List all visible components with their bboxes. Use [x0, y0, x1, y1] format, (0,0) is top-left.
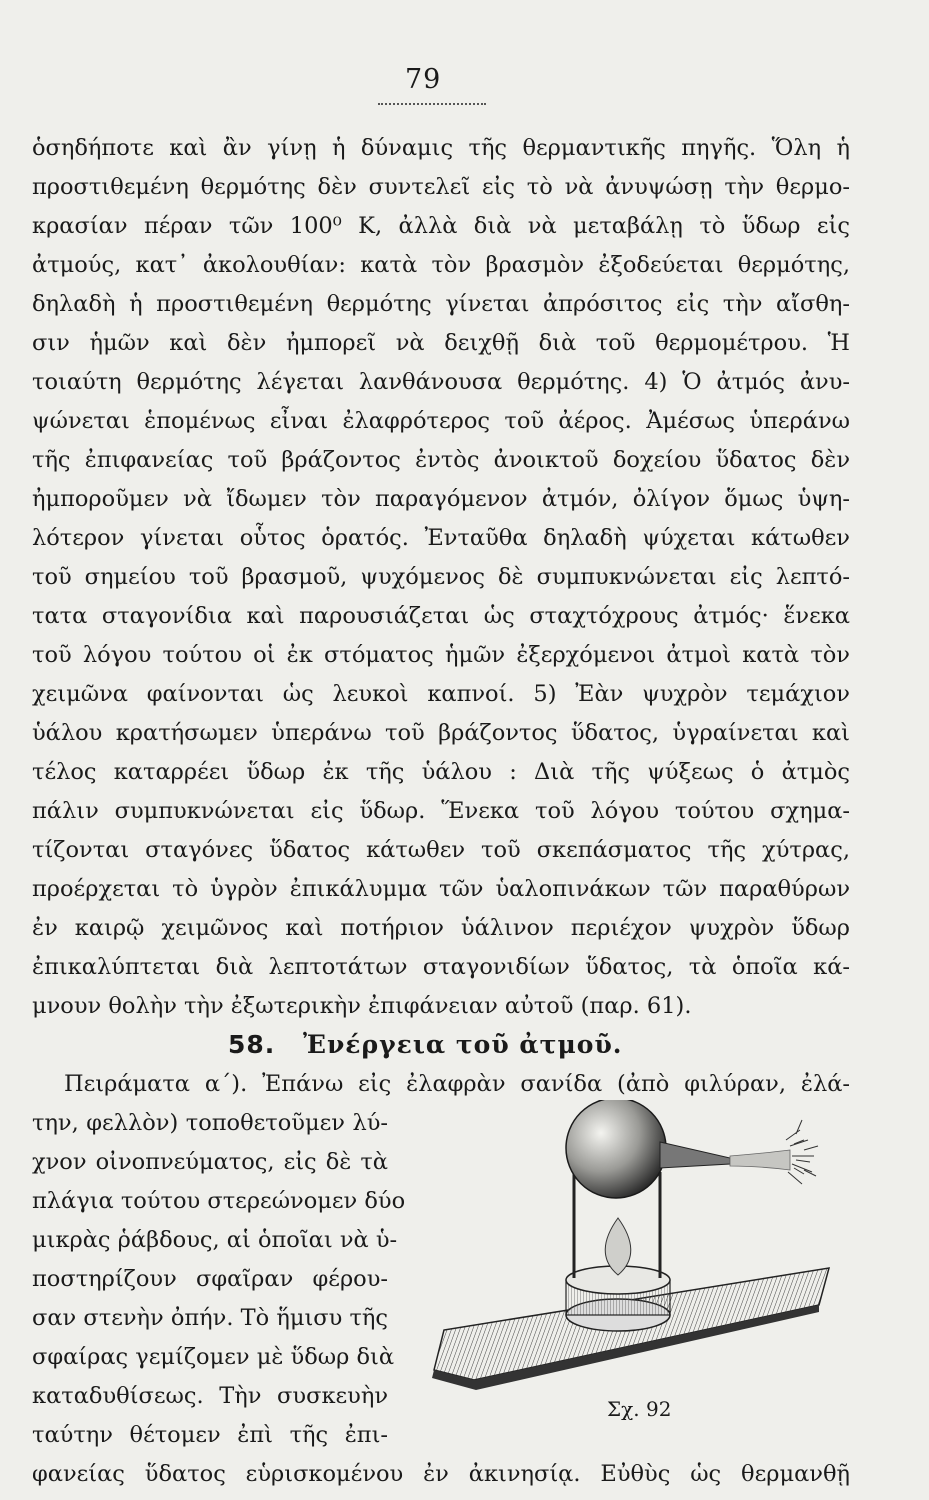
nozzle	[660, 1142, 730, 1168]
header-rule	[378, 103, 486, 105]
text-line: τῆς ἐπιφανείας τοῦ βράζοντος ἐντὸς ἀνοικτοῦ δοχείου ὕδατος δὲν	[32, 447, 850, 473]
text-line: τίζονται σταγόνες ὕδατος κάτωθεν τοῦ σκεπάσματος τῆς χύτρας,	[32, 837, 850, 863]
text-line: σιν ἡμῶν καὶ δὲν ἠμπορεῖ νὰ δειχθῇ διὰ τοῦ θερμομέτρου. Ἡ	[32, 330, 850, 356]
text-line: λότερον γίνεται οὗτος ὁρατός. Ἐνταῦθα δηλαδὴ ψύχεται κάτωθεν	[32, 525, 850, 551]
text-line: προέρχεται τὸ ὑγρὸν ἐπικάλυμμα τῶν ὑαλοπινάκων τῶν παραθύρων	[32, 876, 850, 902]
text-line: καταδυθίσεως. Τὴν συσκευὴν	[32, 1383, 388, 1409]
figure-caption: Σχ. 92	[607, 1397, 672, 1421]
text-line: δηλαδὴ ἡ προστιθεμένη θερμότης γίνεται ἀπρόσιτος εἰς τὴν αἴσθη-	[32, 291, 850, 317]
text-line: ὑάλου κρατήσωμεν ὑπεράνω τοῦ βράζοντος ὕδατος, ὑγραίνεται καὶ	[32, 720, 850, 746]
text-line: ταύτην θέτομεν ἐπὶ τῆς ἐπι-	[32, 1422, 388, 1448]
text-line: μικρὰς ῥάβδους, αἱ ὁποῖαι νὰ ὑ-	[32, 1227, 398, 1253]
figure-drawing	[424, 1100, 834, 1430]
steam-jet	[730, 1150, 790, 1170]
text-line: ἐν καιρῷ χειμῶνος καὶ ποτήριον ὑάλινον περιέχον ψυχρὸν ὕδωρ	[32, 915, 850, 941]
text-line: τοῦ σημείου τοῦ βρασμοῦ, ψυχόμενος δὲ συμπυκνώνεται εἰς λεπτό-	[32, 564, 850, 590]
text-line: τέλος καταρρέει ὕδωρ ἐκ τῆς ὑάλου : Διὰ τῆς ψύξεως ὁ ἀτμὸς	[32, 759, 850, 785]
steam-aeolipile-illustration	[424, 1100, 834, 1430]
text-line: προστιθεμένη θερμότης δὲν συντελεῖ εἰς τὸ νὰ ἀνυψώσῃ τὴν θερμο-	[32, 174, 850, 200]
text-line: σαν στενὴν ὀπήν. Τὸ ἥμισυ τῆς	[32, 1305, 388, 1331]
text-line: σφαίρας γεμίζομεν μὲ ὕδωρ διὰ	[32, 1344, 395, 1370]
text-line: ὁσηδήποτε καὶ ἂν γίνῃ ἡ δύναμις τῆς θερμαντικῆς πηγῆς. Ὅλη ἡ	[32, 135, 850, 161]
text-line: χειμῶνα φαίνονται ὡς λευκοὶ καπνοί. 5) Ἐὰν ψυχρὸν τεμάχιον	[32, 681, 850, 707]
text-line: πλάγια τούτου στερεώνομεν δύο	[32, 1188, 406, 1214]
text-line: κρασίαν πέραν τῶν 100⁰ Κ, ἀλλὰ διὰ νὰ μεταβάλῃ τὸ ὕδωρ εἰς	[32, 213, 850, 239]
text-line: ἠμποροῦμεν νὰ ἴδωμεν τὸν παραγόμενον ἀτμόν, ὀλίγον ὅμως ὑψη-	[32, 486, 850, 512]
text-line: χνον οἰνοπνεύματος, εἰς δὲ τὰ	[32, 1149, 388, 1175]
text-line: φανείας ὕδατος εὑρισκομένου ἐν ἀκινησίᾳ. Εὐθὺς ὡς θερμανθῇ	[32, 1461, 850, 1487]
sphere	[566, 1100, 666, 1198]
text-line: Πειράματα α΄). Ἐπάνω εἰς ἐλαφρὰν σανίδα (ἀπὸ φιλύραν, ἐλά-	[64, 1071, 850, 1097]
text-line: πάλιν συμπυκνώνεται εἰς ὕδωρ. Ἕνεκα τοῦ λόγου τούτου σχημα-	[32, 798, 850, 824]
text-line: τατα σταγονίδια καὶ παρουσιάζεται ὡς σταχτόχρους ἀτμός· ἕνεκα	[32, 603, 850, 629]
text-line: την, φελλὸν) τοποθετοῦμεν λύ-	[32, 1110, 388, 1136]
section-number: 58.	[228, 1030, 276, 1059]
section-heading	[228, 1030, 623, 1059]
steam-cloud	[786, 1120, 818, 1184]
text-line: ἐπικαλύπτεται διὰ λεπτοτάτων σταγονιδίων ὕδατος, τὰ ὁποῖα κά-	[32, 954, 850, 980]
section-title: Ἐνέργεια τοῦ ἀτμοῦ.	[303, 1030, 623, 1059]
text-line: μνουν θολὴν τὴν ἐξωτερικὴν ἐπιφάνειαν αὐτοῦ (παρ. 61).	[32, 993, 692, 1019]
page-number: 79	[405, 64, 442, 95]
text-line: ποστηρίζουν σφαῖραν φέρου-	[32, 1266, 388, 1292]
text-line: τοῦ λόγου τούτου οἱ ἐκ στόματος ἡμῶν ἐξερχόμενοι ἀτμοὶ κατὰ τὸν	[32, 642, 850, 668]
text-line: τοιαύτη θερμότης λέγεται λανθάνουσα θερμότης. 4) Ὁ ἀτμός ἀνυ-	[32, 369, 850, 395]
text-line: ψώνεται ἑπομένως εἶναι ἐλαφρότερος τοῦ ἀέρος. Ἀμέσως ὑπεράνω	[32, 408, 850, 434]
text-line: ἀτμούς, κατ᾿ ἀκολουθίαν: κατὰ τὸν βρασμὸν ἐξοδεύεται θερμότης,	[32, 252, 850, 278]
